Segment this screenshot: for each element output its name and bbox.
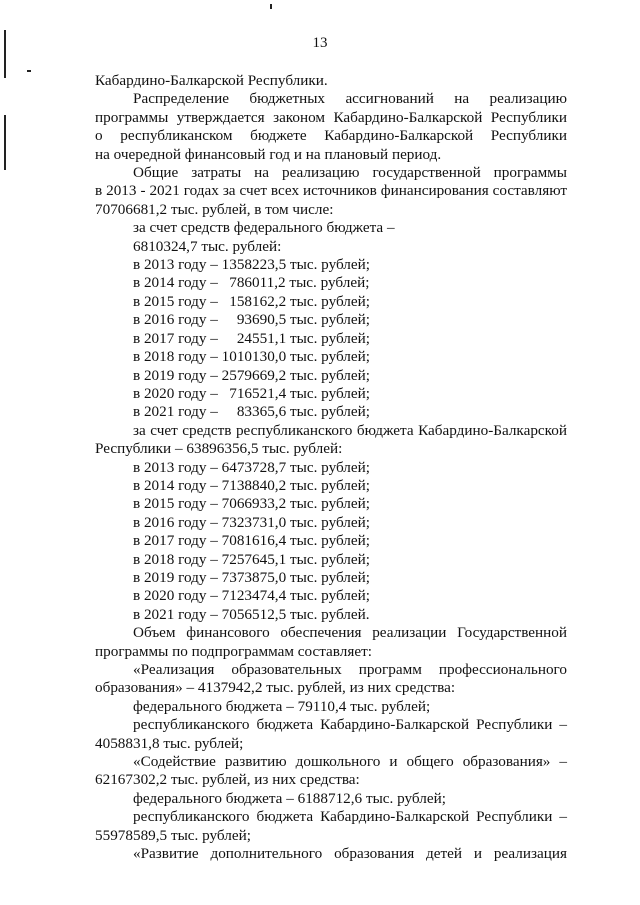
text-line: в 2017 году – 7081616,4 тыс. рублей; — [133, 532, 370, 550]
text-line: Общие затраты на реализацию государственной программы — [133, 164, 567, 182]
text-line: на очередной финансовый год и на плановый период. — [95, 145, 442, 163]
scan-mark-left-3 — [4, 115, 6, 170]
text-line: 62167302,2 тыс. рублей, из них средства: — [95, 771, 360, 789]
text-line: за счет средств республиканского бюджета Кабардино-Балкарской — [133, 421, 567, 439]
text-line: 6810324,7 тыс. рублей: — [133, 237, 282, 255]
text-line: «Развитие дополнительного образования детей и реализация — [133, 845, 567, 863]
text-line: в 2013 - 2021 годах за счет всех источников финансирования составляют — [95, 182, 567, 200]
text-line: в 2014 году – 786011,2 тыс. рублей; — [133, 274, 370, 292]
text-line: в 2016 году – 7323731,0 тыс. рублей; — [133, 513, 370, 531]
text-line: федерального бюджета – 6188712,6 тыс. рублей; — [133, 789, 446, 807]
text-line: в 2013 году – 6473728,7 тыс. рублей; — [133, 458, 370, 476]
text-line: в 2021 году – 7056512,5 тыс. рублей. — [133, 605, 370, 623]
text-line: в 2021 году – 83365,6 тыс. рублей; — [133, 403, 370, 421]
text-line: в 2019 году – 2579669,2 тыс. рублей; — [133, 366, 370, 384]
text-line: в 2015 году – 7066933,2 тыс. рублей; — [133, 495, 370, 513]
page-number: 13 — [312, 35, 328, 51]
text-line: «Реализация образовательных программ профессионального — [133, 661, 567, 678]
text-line: Кабардино-Балкарской Республики. — [95, 72, 328, 89]
text-line: программы по подпрограммам составляет: — [95, 642, 372, 660]
text-line: в 2018 году – 7257645,1 тыс. рублей; — [133, 550, 370, 568]
text-line: Объем финансового обеспечения реализации Государственной — [133, 624, 567, 642]
text-line: образования» – 4137942,2 тыс. рублей, из них средства: — [95, 679, 456, 697]
text-line: в 2020 году – 716521,4 тыс. рублей; — [133, 384, 370, 402]
text-line: Распределение бюджетных ассигнований на реализацию — [133, 90, 567, 108]
text-line: «Содействие развитию дошкольного и общего образования» – — [133, 753, 567, 771]
text-line: в 2014 году – 7138840,2 тыс. рублей; — [133, 476, 370, 494]
text-line: 55978589,5 тыс. рублей; — [95, 826, 251, 844]
text-line: федерального бюджета – 79110,4 тыс. рублей; — [133, 697, 431, 715]
text-line: в 2013 году – 1358223,5 тыс. рублей; — [133, 256, 370, 274]
text-line: республиканского бюджета Кабардино-Балкарской Республики – — [133, 716, 567, 734]
text-line: в 2017 году – 24551,1 тыс. рублей; — [133, 329, 370, 347]
text-line: в 2020 году – 7123474,4 тыс. рублей; — [133, 587, 370, 605]
document-body — [95, 72, 567, 863]
text-line: 4058831,8 тыс. рублей; — [95, 734, 244, 752]
text-line: в 2016 году – 93690,5 тыс. рублей; — [133, 311, 370, 329]
text-line: 70706681,2 тыс. рублей, в том числе: — [95, 200, 334, 218]
text-line: в 2019 году – 7373875,0 тыс. рублей; — [133, 568, 370, 586]
text-line: республиканского бюджета Кабардино-Балкарской Республики – — [133, 808, 567, 826]
text-line: за счет средств федерального бюджета – — [133, 219, 395, 237]
scan-mark-left-2 — [27, 70, 31, 72]
text-line: в 2015 году – 158162,2 тыс. рублей; — [133, 292, 370, 310]
text-line: в 2018 году – 1010130,0 тыс. рублей; — [133, 348, 370, 366]
text-line: о республиканском бюджете Кабардино-Балкарской Республики — [95, 127, 567, 145]
scan-mark-top — [270, 4, 272, 9]
text-line: Республики – 63896356,5 тыс. рублей: — [95, 440, 343, 458]
text-line: программы утверждается законом Кабардино-Балкарской Республики — [95, 108, 567, 126]
